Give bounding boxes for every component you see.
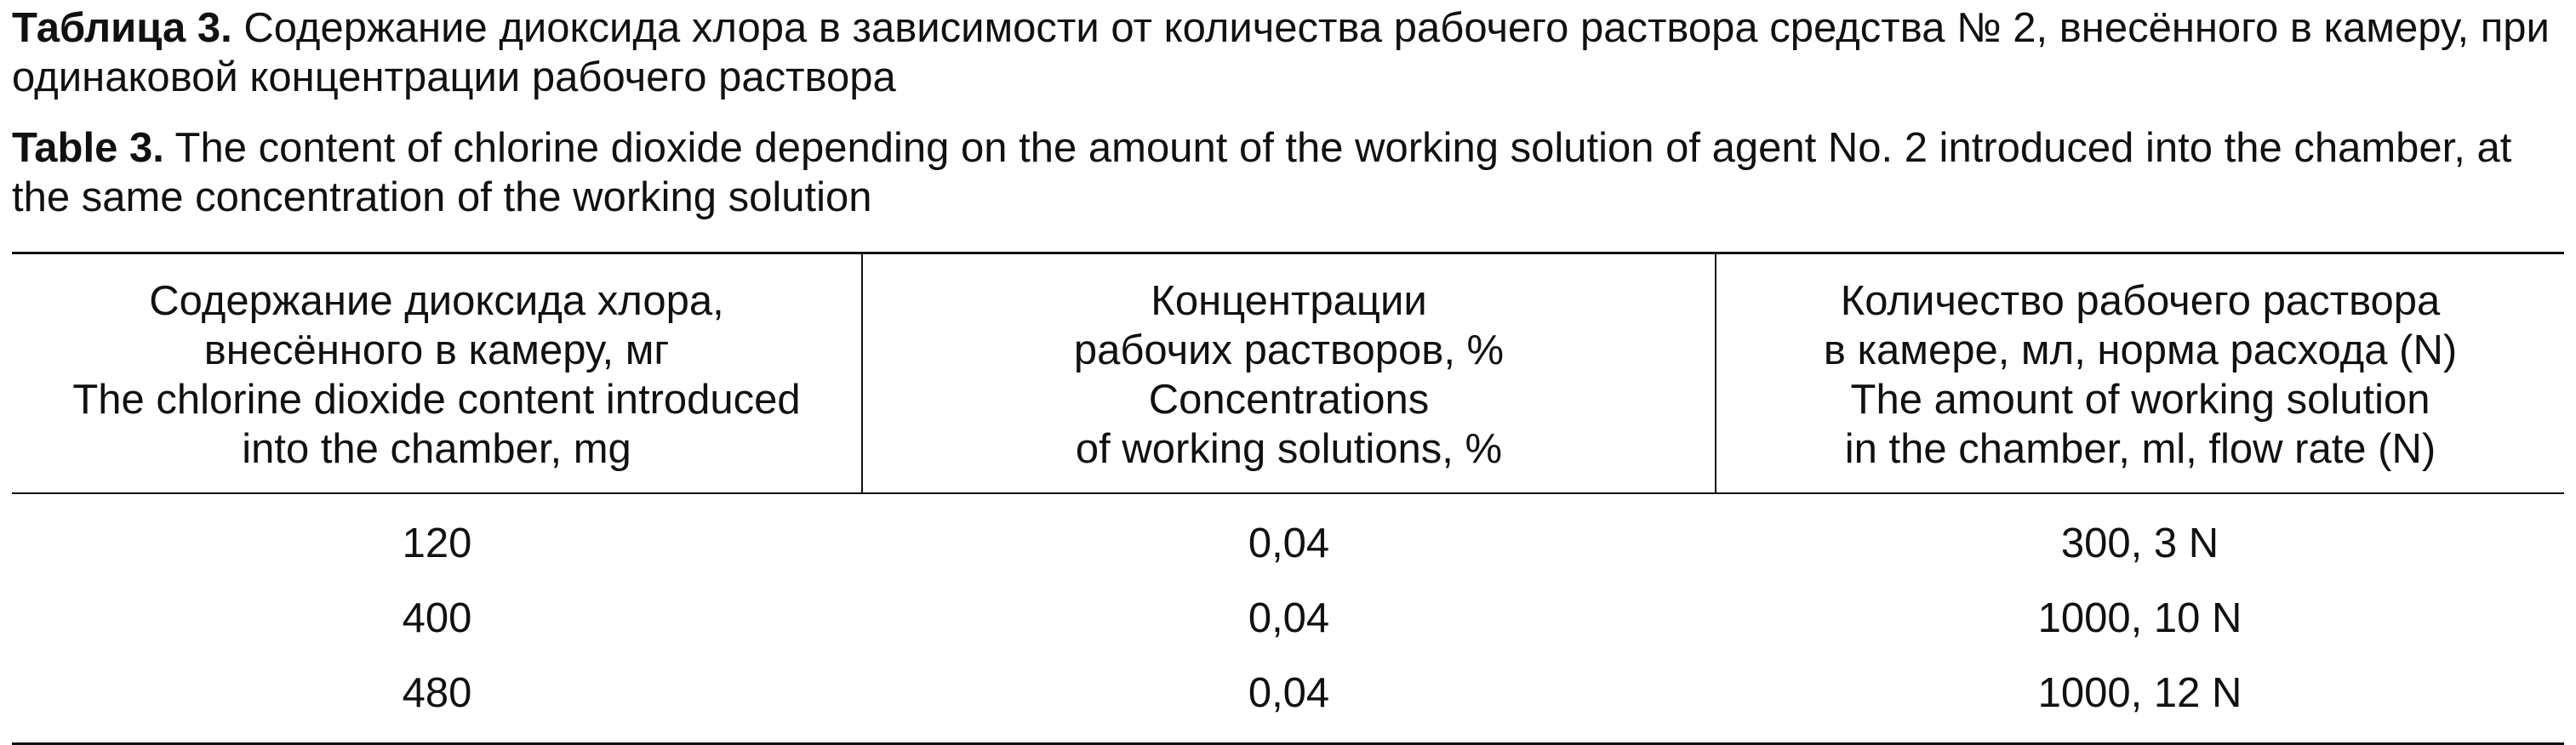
cell-chlorine-dioxide: 120 (402, 520, 472, 566)
data-table-container (12, 252, 2564, 745)
cell-concentration: 0,04 (862, 656, 1716, 744)
header-chlorine-dioxide-content (12, 253, 862, 494)
cell-solution-amount: 1000, 12 N (1716, 656, 2564, 744)
header-line: Количество рабочего раствора (1840, 278, 2441, 324)
header-line: The amount of working solution (1850, 377, 2430, 423)
header-solution-amount (1716, 253, 2564, 494)
header-line: into the chamber, mg (242, 426, 631, 472)
cell-concentration: 0,04 (1248, 595, 1330, 641)
header-concentration (862, 253, 1716, 494)
header-line: в камере, мл, норма расхода (N) (1823, 327, 2458, 373)
table-header-row (12, 253, 2564, 494)
cell-solution-amount: 300, 3 N (2060, 520, 2219, 566)
header-line: Концентрации (1151, 278, 1427, 324)
cell-chlorine-dioxide: 400 (402, 595, 472, 641)
header-line: внесённого в камеру, мг (203, 327, 670, 373)
header-line: рабочих растворов, % (1073, 327, 1505, 373)
cell-solution-amount: 1000, 10 N (2037, 595, 2242, 641)
caption-en-text: The content of chlorine dioxide depending on the amount of the working solution of agent No. 2 introduced into the chamber, at the same concentration of the working solution (12, 125, 2512, 220)
table-caption-english (12, 123, 2556, 222)
header-line: in the chamber, ml, flow rate (N) (1844, 426, 2436, 472)
table-caption-russian (12, 3, 2556, 102)
caption-en-label: Table 3. (12, 125, 164, 171)
cell-concentration: 0,04 (1248, 520, 1330, 566)
data-table (12, 252, 2564, 745)
header-line: Содержание диоксида хлора, (149, 278, 724, 324)
header-line: Concentrations (1148, 377, 1430, 423)
table-row (12, 656, 2564, 744)
caption-ru-label: Таблица 3. (12, 5, 232, 51)
table-row (12, 581, 2564, 656)
table-row (12, 493, 2564, 581)
header-line: of working solutions, % (1075, 426, 1503, 472)
header-line: The chlorine dioxide content introduced (72, 377, 801, 423)
cell-chlorine-dioxide: 480 (12, 656, 862, 744)
caption-ru-text: Содержание диоксида хлора в зависимости от количества рабочего раствора средства № 2, внесённого в камеру, при одинаковой концентрации рабочего раствора (12, 5, 2550, 100)
